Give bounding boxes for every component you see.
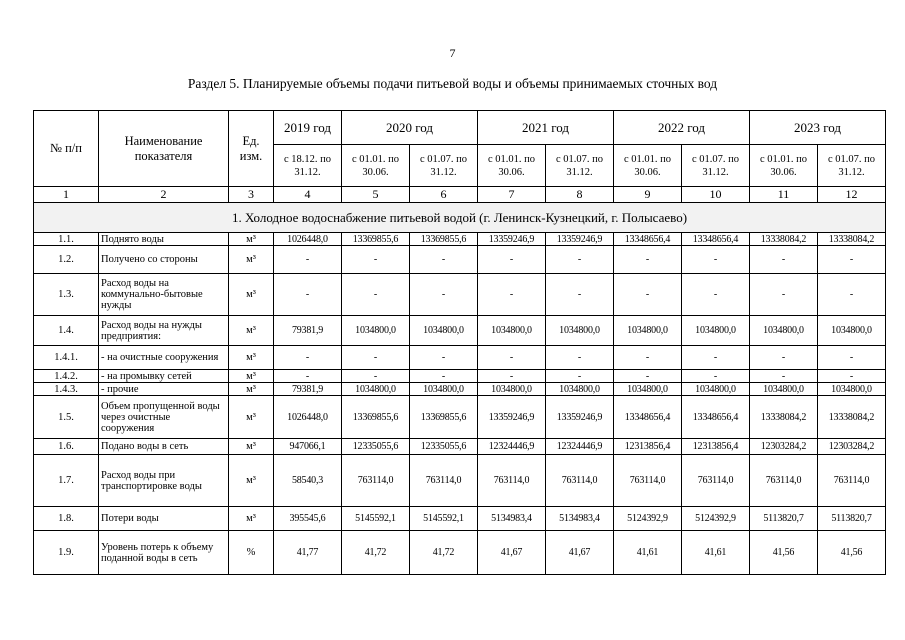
row-value: - xyxy=(682,370,750,383)
row-value: 12313856,4 xyxy=(682,439,750,455)
row-value: 13369855,6 xyxy=(342,233,410,246)
row-value: 5124392,9 xyxy=(682,507,750,531)
row-value: - xyxy=(410,370,478,383)
row-value: 763114,0 xyxy=(478,455,546,507)
row-value: 13338084,2 xyxy=(818,233,886,246)
row-value: 1034800,0 xyxy=(410,316,478,346)
row-value: 1034800,0 xyxy=(410,383,478,396)
row-value: 41,67 xyxy=(546,531,614,575)
row-value: 58540,3 xyxy=(274,455,342,507)
row-value: 1034800,0 xyxy=(614,383,682,396)
row-value: - xyxy=(410,246,478,274)
row-value: 13338084,2 xyxy=(750,233,818,246)
row-value: - xyxy=(342,370,410,383)
row-value: 12324446,9 xyxy=(546,439,614,455)
header-period: с 01.01. по 30.06. xyxy=(478,145,546,187)
row-value: 12303284,2 xyxy=(750,439,818,455)
row-value: 13359246,9 xyxy=(478,233,546,246)
row-value: 41,56 xyxy=(750,531,818,575)
row-value: 13369855,6 xyxy=(410,233,478,246)
row-value: 1034800,0 xyxy=(546,383,614,396)
row-value: - xyxy=(478,370,546,383)
row-value: 5134983,4 xyxy=(478,507,546,531)
row-value: - xyxy=(342,246,410,274)
row-value: - xyxy=(342,274,410,316)
row-value: 41,61 xyxy=(682,531,750,575)
page-number: 7 xyxy=(449,46,456,60)
row-value: - xyxy=(750,370,818,383)
header-period: с 01.01. по 30.06. xyxy=(614,145,682,187)
row-value: 13359246,9 xyxy=(546,396,614,439)
row-code: 1.1. xyxy=(34,233,99,246)
row-value: 763114,0 xyxy=(682,455,750,507)
table-row xyxy=(34,507,886,531)
row-name: Расход воды при транспортировке воды xyxy=(99,455,229,507)
data-table xyxy=(33,110,886,575)
row-value: 1034800,0 xyxy=(682,383,750,396)
row-unit: м³ xyxy=(229,439,274,455)
table-row xyxy=(34,316,886,346)
row-value: - xyxy=(546,370,614,383)
table-row xyxy=(34,439,886,455)
row-value: - xyxy=(614,246,682,274)
row-value: - xyxy=(750,274,818,316)
header-year-2020: 2020 год xyxy=(342,111,478,145)
column-index: 7 xyxy=(478,187,546,203)
column-index: 12 xyxy=(818,187,886,203)
row-value: - xyxy=(614,370,682,383)
row-value: 5145592,1 xyxy=(342,507,410,531)
row-value: - xyxy=(750,246,818,274)
table-row xyxy=(34,531,886,575)
row-value: - xyxy=(410,346,478,370)
row-code: 1.5. xyxy=(34,396,99,439)
header-unit: Ед. изм. xyxy=(229,111,274,187)
row-name: Подано воды в сеть xyxy=(99,439,229,455)
row-value: - xyxy=(478,246,546,274)
row-value: 1034800,0 xyxy=(546,316,614,346)
column-index: 9 xyxy=(614,187,682,203)
table-row xyxy=(34,383,886,396)
row-value: 13359246,9 xyxy=(478,396,546,439)
row-name: Получено со стороны xyxy=(99,246,229,274)
row-code: 1.9. xyxy=(34,531,99,575)
row-value: 13338084,2 xyxy=(818,396,886,439)
row-value: 1026448,0 xyxy=(274,233,342,246)
row-name: Расход воды на коммунально-бытовые нужды xyxy=(99,274,229,316)
row-name: - прочие xyxy=(99,383,229,396)
row-value: 41,56 xyxy=(818,531,886,575)
section-title: Раздел 5. Планируемые объемы подачи питьевой воды и объемы принимаемых сточных вод xyxy=(187,76,718,91)
row-unit: м³ xyxy=(229,396,274,439)
row-value: - xyxy=(682,274,750,316)
row-name: Поднято воды xyxy=(99,233,229,246)
row-value: - xyxy=(818,370,886,383)
row-code: 1.4. xyxy=(34,316,99,346)
column-index: 6 xyxy=(410,187,478,203)
header-year-2019: 2019 год xyxy=(274,111,342,145)
header-period: с 01.07. по 31.12. xyxy=(818,145,886,187)
row-value: - xyxy=(274,346,342,370)
row-value: - xyxy=(546,346,614,370)
row-value: 1034800,0 xyxy=(614,316,682,346)
row-value: 5113820,7 xyxy=(818,507,886,531)
row-code: 1.4.3. xyxy=(34,383,99,396)
column-index: 2 xyxy=(99,187,229,203)
row-value: 5145592,1 xyxy=(410,507,478,531)
row-value: 1034800,0 xyxy=(818,383,886,396)
row-value: 12335055,6 xyxy=(410,439,478,455)
row-value: 13348656,4 xyxy=(682,396,750,439)
row-value: - xyxy=(614,274,682,316)
row-value: 79381,9 xyxy=(274,316,342,346)
row-unit: м³ xyxy=(229,346,274,370)
row-value: 41,72 xyxy=(410,531,478,575)
row-name: Объем пропущенной воды через очистные сооружения xyxy=(99,396,229,439)
row-value: 41,67 xyxy=(478,531,546,575)
row-value: 1034800,0 xyxy=(478,383,546,396)
header-name: Наименование показателя xyxy=(99,111,229,187)
row-value: 5124392,9 xyxy=(614,507,682,531)
column-index: 5 xyxy=(342,187,410,203)
table-row xyxy=(34,370,886,383)
row-value: - xyxy=(274,370,342,383)
header-period: с 01.07. по 31.12. xyxy=(546,145,614,187)
row-code: 1.2. xyxy=(34,246,99,274)
column-index: 3 xyxy=(229,187,274,203)
row-value: 13369855,6 xyxy=(342,396,410,439)
row-value: 1034800,0 xyxy=(682,316,750,346)
table-row xyxy=(34,274,886,316)
header-year-2022: 2022 год xyxy=(614,111,750,145)
row-code: 1.6. xyxy=(34,439,99,455)
row-value: - xyxy=(274,246,342,274)
row-value: 13348656,4 xyxy=(682,233,750,246)
row-value: 12303284,2 xyxy=(818,439,886,455)
row-unit: м³ xyxy=(229,316,274,346)
row-value: 13348656,4 xyxy=(614,396,682,439)
header-num: № п/п xyxy=(34,111,99,187)
row-value: 763114,0 xyxy=(546,455,614,507)
row-code: 1.4.2. xyxy=(34,370,99,383)
row-value: 12313856,4 xyxy=(614,439,682,455)
row-value: 1026448,0 xyxy=(274,396,342,439)
header-period: с 01.07. по 31.12. xyxy=(682,145,750,187)
row-value: 13348656,4 xyxy=(614,233,682,246)
row-value: 947066,1 xyxy=(274,439,342,455)
row-value: 1034800,0 xyxy=(478,316,546,346)
header-period: с 01.01. по 30.06. xyxy=(750,145,818,187)
row-value: 763114,0 xyxy=(614,455,682,507)
column-index: 11 xyxy=(750,187,818,203)
row-value: 41,72 xyxy=(342,531,410,575)
row-value: - xyxy=(274,274,342,316)
row-value: 763114,0 xyxy=(818,455,886,507)
row-unit: м³ xyxy=(229,370,274,383)
column-index: 10 xyxy=(682,187,750,203)
header-year-2021: 2021 год xyxy=(478,111,614,145)
row-value: - xyxy=(818,274,886,316)
row-code: 1.3. xyxy=(34,274,99,316)
header-period: с 01.01. по 30.06. xyxy=(342,145,410,187)
subsection-title: 1. Холодное водоснабжение питьевой водой (г. Ленинск-Кузнецкий, г. Полысаево) xyxy=(34,203,886,233)
row-value: 1034800,0 xyxy=(818,316,886,346)
row-value: 763114,0 xyxy=(750,455,818,507)
row-code: 1.4.1. xyxy=(34,346,99,370)
row-name: Уровень потерь к объему поданной воды в сеть xyxy=(99,531,229,575)
column-index: 1 xyxy=(34,187,99,203)
row-value: 5113820,7 xyxy=(750,507,818,531)
row-unit: м³ xyxy=(229,383,274,396)
header-year-2023: 2023 год xyxy=(750,111,886,145)
table-row xyxy=(34,396,886,439)
row-value: 13369855,6 xyxy=(410,396,478,439)
row-name: - на очистные сооружения xyxy=(99,346,229,370)
column-index: 8 xyxy=(546,187,614,203)
row-value: - xyxy=(478,346,546,370)
header-period: с 18.12. по 31.12. xyxy=(274,145,342,187)
row-name: Расход воды на нужды предприятия: xyxy=(99,316,229,346)
row-value: 1034800,0 xyxy=(342,383,410,396)
row-value: 1034800,0 xyxy=(750,383,818,396)
table-row xyxy=(34,246,886,274)
row-value: 395545,6 xyxy=(274,507,342,531)
row-code: 1.8. xyxy=(34,507,99,531)
row-value: - xyxy=(682,246,750,274)
row-unit: % xyxy=(229,531,274,575)
row-code: 1.7. xyxy=(34,455,99,507)
row-unit: м³ xyxy=(229,274,274,316)
header-period: с 01.07. по 31.12. xyxy=(410,145,478,187)
row-value: - xyxy=(410,274,478,316)
row-value: 5134983,4 xyxy=(546,507,614,531)
row-name: - на промывку сетей xyxy=(99,370,229,383)
row-value: 13359246,9 xyxy=(546,233,614,246)
row-value: 41,77 xyxy=(274,531,342,575)
row-value: - xyxy=(478,274,546,316)
row-value: 13338084,2 xyxy=(750,396,818,439)
row-unit: м³ xyxy=(229,507,274,531)
row-value: 12324446,9 xyxy=(478,439,546,455)
row-unit: м³ xyxy=(229,246,274,274)
row-value: 1034800,0 xyxy=(342,316,410,346)
row-value: 12335055,6 xyxy=(342,439,410,455)
table-row xyxy=(34,455,886,507)
row-value: - xyxy=(614,346,682,370)
row-value: - xyxy=(818,346,886,370)
row-value: 1034800,0 xyxy=(750,316,818,346)
table-row xyxy=(34,346,886,370)
row-value: 41,61 xyxy=(614,531,682,575)
column-index: 4 xyxy=(274,187,342,203)
row-unit: м³ xyxy=(229,455,274,507)
row-unit: м³ xyxy=(229,233,274,246)
row-value: - xyxy=(682,346,750,370)
row-value: - xyxy=(546,274,614,316)
row-value: - xyxy=(750,346,818,370)
row-value: - xyxy=(546,246,614,274)
row-value: 763114,0 xyxy=(342,455,410,507)
row-value: - xyxy=(342,346,410,370)
row-value: - xyxy=(818,246,886,274)
table-row xyxy=(34,233,886,246)
row-value: 79381,9 xyxy=(274,383,342,396)
row-value: 763114,0 xyxy=(410,455,478,507)
row-name: Потери воды xyxy=(99,507,229,531)
